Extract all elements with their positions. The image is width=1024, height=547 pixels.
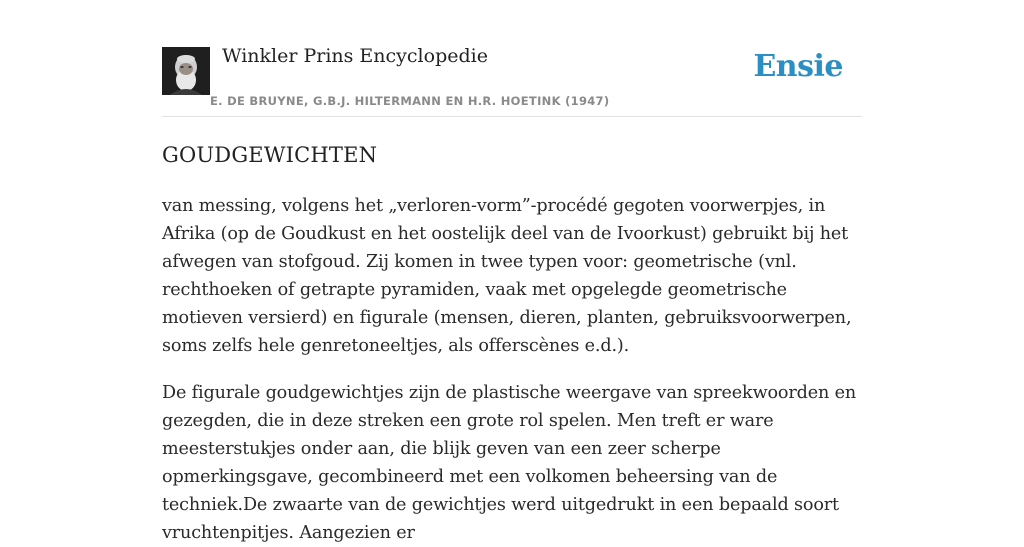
authors-credit: E. DE BRUYNE, G.B.J. HILTERMANN EN H.R. HOETINK (1947) <box>210 94 610 108</box>
author-portrait-icon <box>162 47 210 95</box>
article-paragraph: De figurale goudgewichtjes zijn de plastische weergave van spreekwoorden en gezegden, die in deze streken een grote rol spelen. Men treft er ware meesterstukjes onder aan, die blijk geven van een zeer scherpe opmerkingsgave, gecombineerd met een volkomen beheersing van de techniek.De zwaarte van de gewichtjes werd uitgedrukt in een bepaald soort vruchtenpitjes. Aangezien er <box>162 383 857 543</box>
site-header <box>162 0 862 117</box>
brand-logo[interactable]: Ensie <box>753 49 843 84</box>
site-title[interactable]: Winkler Prins Encyclopedie <box>222 45 488 67</box>
article-paragraph: van messing, volgens het „verloren-vorm”-procédé gegoten voorwerpjes, in Afrika (op de Goudkust en het oostelijk deel van de Ivoorkust) gebruikt bij het afwegen van stofgoud. Zij komen in twee typen voor: geometrische (vnl. rechthoeken of getrapte pyramiden, vaak met opgelegde geometrische motieven versierd) en figurale (mensen, dieren, planten, gebruiksvoorwerpen, soms zelfs hele genretoneeltjes, als offerscènes e.d.). <box>162 196 852 356</box>
article-title: GOUDGEWICHTEN <box>162 143 378 167</box>
article <box>162 140 862 547</box>
